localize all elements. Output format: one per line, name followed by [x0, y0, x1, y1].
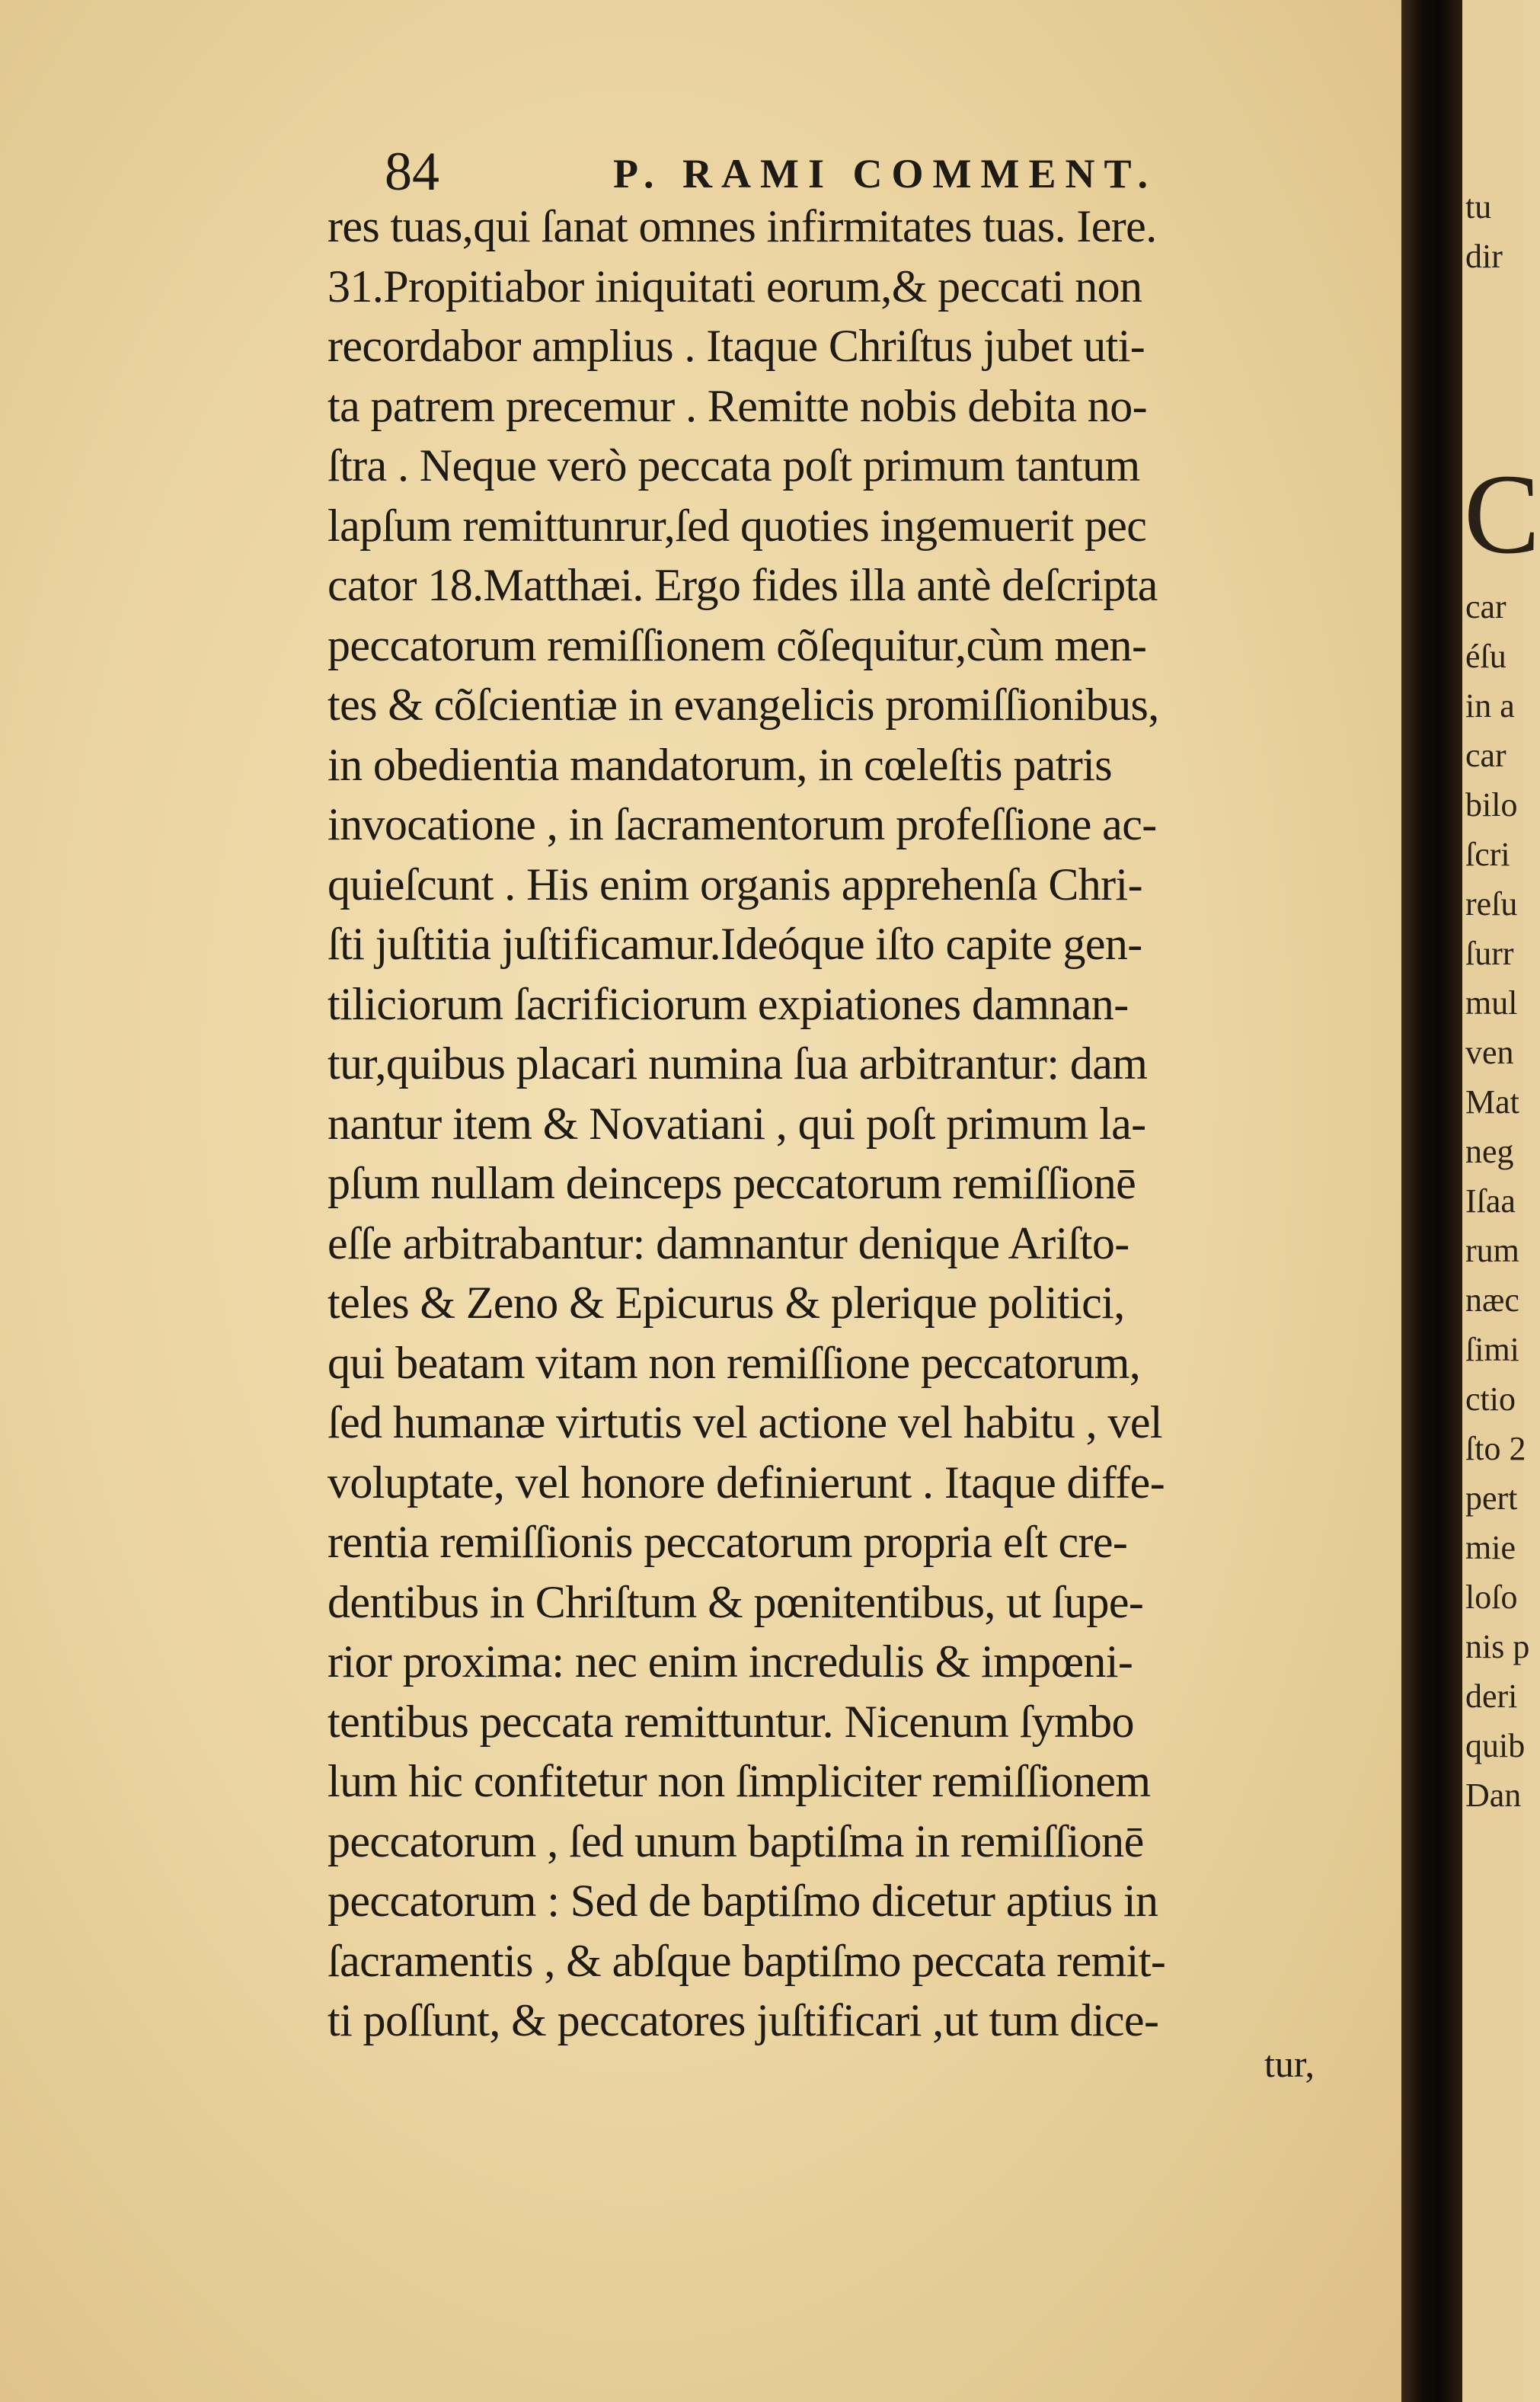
fragment: bilo	[1465, 786, 1518, 824]
text-line: tentibus peccata remittuntur. Nicenum ſymbo	[327, 1696, 1134, 1747]
text-line: tur,quibus placari numina ſua arbitrantur: dam	[327, 1038, 1148, 1089]
text-line: peccatorum : Sed de baptiſmo dicetur aptius in	[327, 1876, 1158, 1926]
text-line: eſſe arbitrabantur: damnantur denique Ariſto-	[327, 1217, 1129, 1268]
fragment: ſurr	[1465, 935, 1514, 972]
text-line: ſtra . Neque verò peccata poſt primum tantum	[327, 440, 1140, 491]
text-line: tiliciorum ſacrificiorum expiationes damnan-	[327, 978, 1129, 1029]
fragment: nis p	[1465, 1628, 1530, 1665]
page-header	[385, 141, 1375, 202]
text-line: nantur item & Novatiani , qui poſt primum la-	[327, 1098, 1146, 1149]
text-line: tes & cõſcientiæ in evangelicis promiſſionibus,	[327, 680, 1159, 730]
fragment: ctio	[1465, 1380, 1516, 1418]
text-line: 31.Propitiabor iniquitati eorum,& peccati non	[327, 261, 1142, 312]
text-line: in obedientia mandatorum, in cœleſtis patris	[327, 739, 1113, 790]
fragment: in a	[1465, 687, 1515, 724]
text-line: cator 18.Matthæi. Ergo fides illa antè deſcripta	[327, 560, 1158, 610]
text-line: res tuas,qui ſanat omnes infirmitates tuas. Iere.	[327, 201, 1157, 251]
text-line: rentia remiſſionis peccatorum propria eſt cre-	[327, 1517, 1128, 1567]
fragment: car	[1465, 588, 1506, 625]
fragment: Mat	[1465, 1083, 1519, 1121]
text-line: ſacramentis , & abſque baptiſmo peccata remit-	[327, 1935, 1166, 1986]
facing-page-edge	[1462, 0, 1540, 2402]
text-line: recordabor amplius . Itaque Chriſtus jubet uti-	[327, 321, 1145, 371]
fragment: mul	[1465, 984, 1518, 1022]
fragment: car	[1465, 737, 1506, 774]
fragment: ven	[1465, 1034, 1514, 1071]
text-line: rior proxima: nec enim incredulis & impœni-	[327, 1636, 1133, 1687]
text-line: lapſum remittunrur,ſed quoties ingemuerit pec	[327, 500, 1147, 551]
fragment: tu	[1465, 188, 1492, 225]
text-line: dentibus in Chriſtum & pœnitentibus, ut ſupe-	[327, 1576, 1144, 1627]
text-line: pſum nullam deinceps peccatorum remiſſionē	[327, 1158, 1136, 1208]
text-line: ta patrem precemur . Remitte nobis debita no-	[327, 380, 1147, 431]
fragment: ſimi	[1465, 1331, 1519, 1368]
book-gutter	[1401, 0, 1462, 2402]
text-line: teles & Zeno & Epicurus & plerique politici,	[327, 1278, 1125, 1328]
fragment: rum	[1465, 1232, 1519, 1269]
fragment: ſcri	[1465, 836, 1510, 873]
fragment: neg	[1465, 1133, 1514, 1170]
fragment: Iſaa	[1465, 1182, 1516, 1220]
text-line: lum hic confitetur non ſimpliciter remiſſionem	[327, 1756, 1151, 1806]
text-line: invocatione , in ſacramentorum profeſſione ac-	[327, 799, 1157, 849]
fragment: reſu	[1465, 885, 1518, 923]
text-line: peccatorum remiſſionem cõſequitur,cùm men-	[327, 619, 1147, 670]
text-line: quieſcunt . His enim organis apprehenſa Chri-	[327, 859, 1142, 910]
text-line: ſti juſtitia juſtificamur.Ideóque iſto capite gen-	[327, 919, 1142, 969]
text-line: qui beatam vitam non remiſſione peccatorum,	[327, 1337, 1141, 1388]
text-line: peccatorum , ſed unum baptiſma in remiſſionē	[327, 1815, 1144, 1866]
fragment: éſu	[1465, 638, 1506, 675]
fragment: pert	[1465, 1479, 1518, 1517]
text-line: voluptate, vel honore definierunt . Itaque diffe-	[327, 1457, 1165, 1508]
catchword: tur,	[1264, 2042, 1315, 2085]
fragment: ſto 2	[1465, 1430, 1526, 1467]
fragment: deri	[1465, 1678, 1518, 1715]
fragment: mie	[1465, 1529, 1516, 1566]
fragment: dir	[1465, 238, 1503, 275]
fragment: Dan	[1465, 1777, 1522, 1814]
running-title: P. RAMI COMMENT.	[613, 151, 1157, 197]
text-line: ti poſſunt, & peccatores juſtificari ,ut tum dice-	[327, 1995, 1159, 2045]
fragment: quib	[1465, 1727, 1526, 1764]
page-number: 84	[385, 141, 439, 202]
fragment: loſo	[1465, 1578, 1518, 1616]
body-text	[327, 197, 1401, 2051]
fragment: næc	[1465, 1281, 1519, 1319]
drop-initial: C	[1464, 451, 1540, 577]
text-line: ſed humanæ virtutis vel actione vel habitu , vel	[327, 1397, 1162, 1447]
